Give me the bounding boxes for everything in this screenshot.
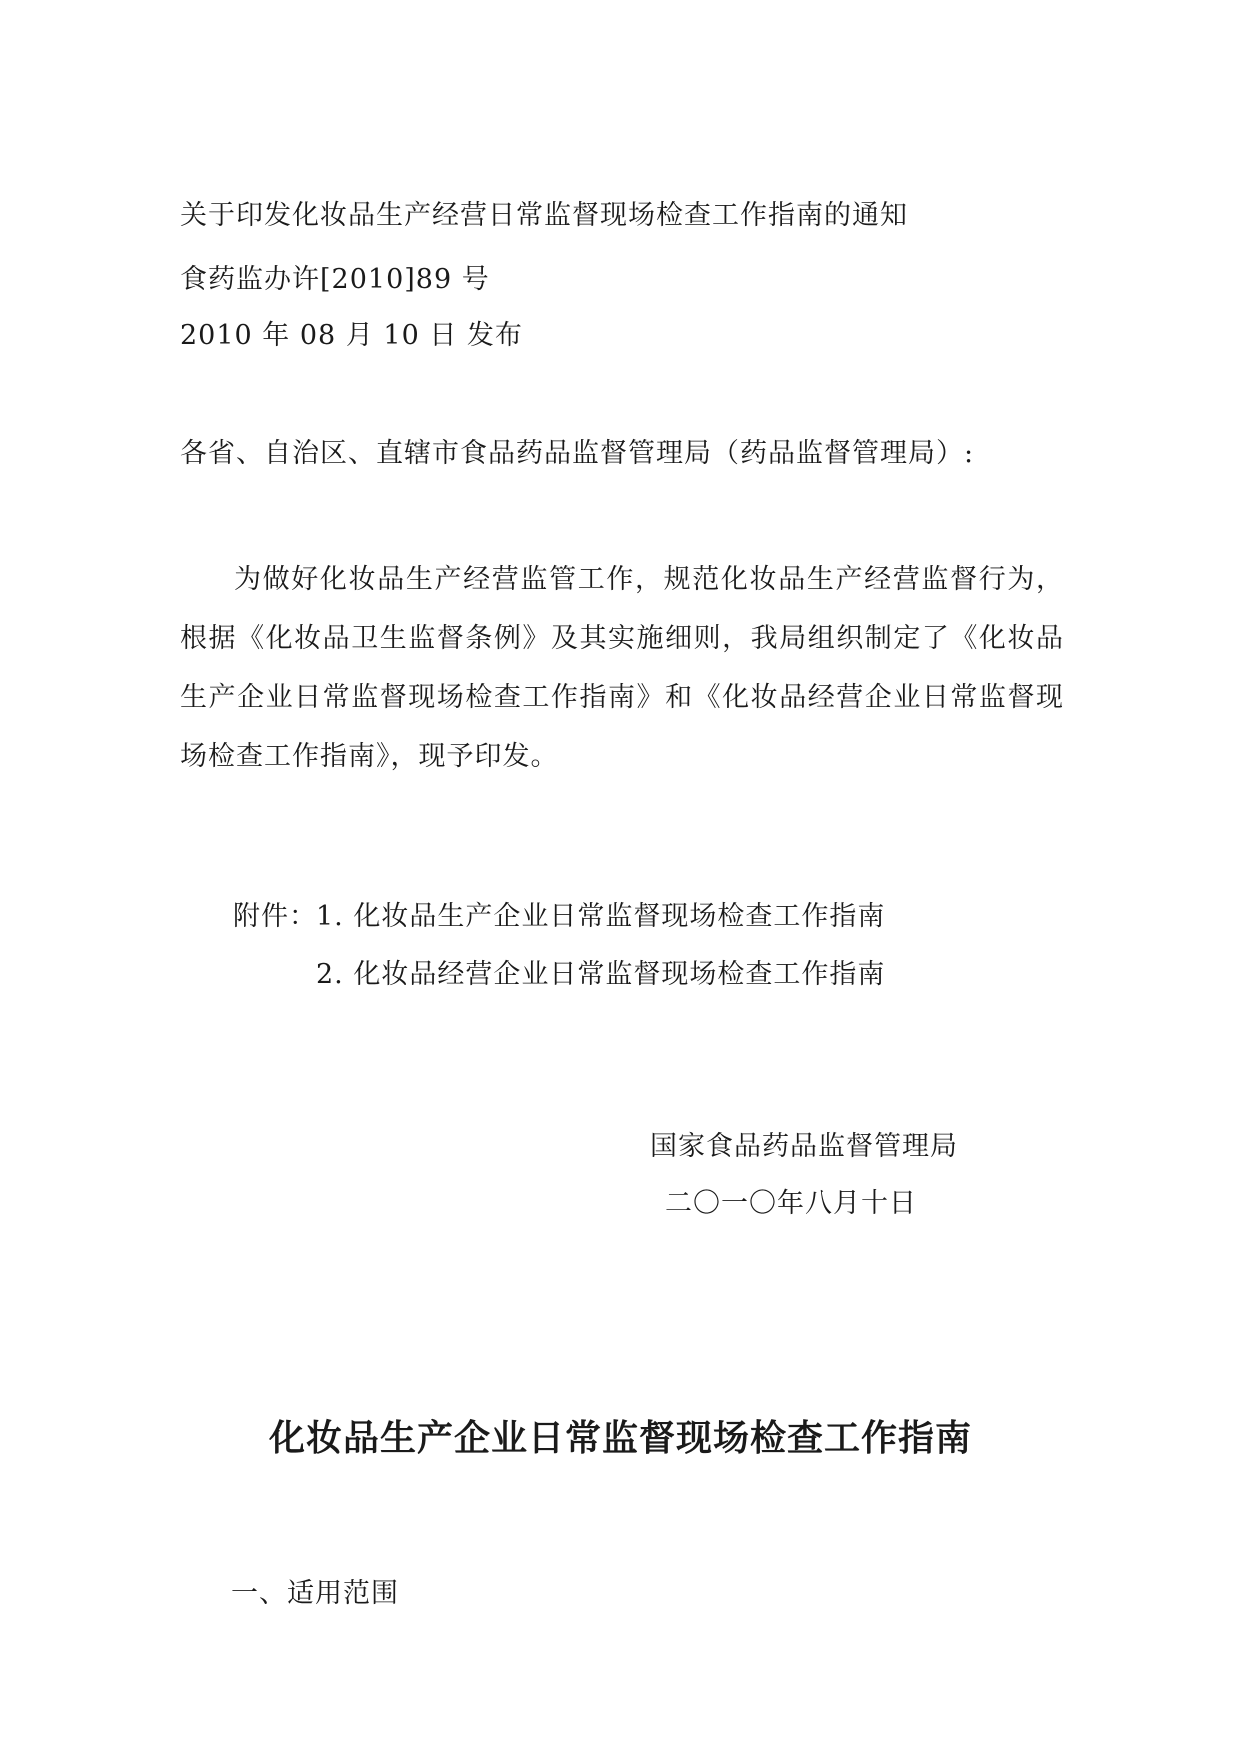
guide-title: 化妆品生产企业日常监督现场检查工作指南 — [268, 1418, 972, 1459]
publish-date: 2010 年 08 月 10 日 发布 — [180, 320, 523, 351]
addressee: 各省、自治区、直辖市食品药品监督管理局（药品监督管理局）: — [180, 438, 975, 469]
signature-date: 二〇一〇年八月十日 — [665, 1188, 917, 1219]
attachments-label: 附件： — [233, 901, 317, 932]
notice-title: 关于印发化妆品生产经营日常监督现场检查工作指南的通知 — [180, 200, 908, 231]
doc-number: 食药监办许[2010]89 号 — [180, 264, 490, 295]
signature-organization: 国家食品药品监督管理局 — [650, 1131, 958, 1162]
body-paragraph: 为做好化妆品生产经营监管工作，规范化妆品生产经营监督行为，根据《化妆品卫生监督条例》及其实施细则，我局组织制定了《化妆品生产企业日常监督现场检查工作指南》和《化妆品经营企业日常监督现场检查工作指南》，现予印发。 — [180, 564, 1064, 772]
attachment-item-2: 2. 化妆品经营企业日常监督现场检查工作指南 — [316, 959, 886, 990]
attachment-item-1: 1. 化妆品生产企业日常监督现场检查工作指南 — [316, 901, 886, 932]
section-heading-scope: 一、适用范围 — [231, 1578, 399, 1609]
